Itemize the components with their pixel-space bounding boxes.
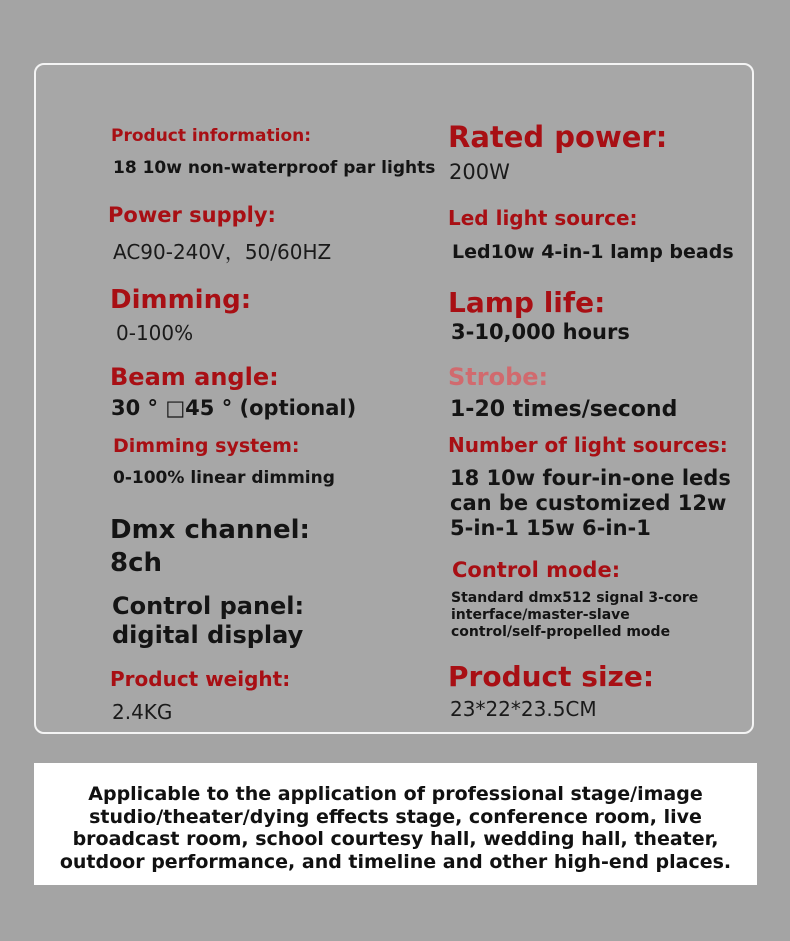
product-weight-label: Product weight: [110, 667, 291, 691]
product-size-value: 23*22*23.5CM [450, 697, 597, 721]
control-mode-line3: control/self-propelled mode [451, 624, 671, 640]
application-line-2: studio/theater/dying effects stage, conference room, live [89, 805, 702, 828]
application-line-4: outdoor performance, and timeline and other high-end places. [59, 850, 732, 873]
dmx-channel-value: 8ch [110, 548, 163, 578]
dmx-channel-label: Dmx channel: [110, 515, 310, 545]
application-text [34, 783, 757, 873]
control-panel-label: Control panel: [112, 592, 305, 620]
strobe-label: Strobe: [448, 363, 549, 391]
product-info-value: 18 10w non-waterproof par lights [113, 158, 436, 178]
dimming-label: Dimming: [110, 285, 252, 315]
application-line-1: Applicable to the application of professional stage/image [88, 783, 703, 805]
beam-angle-value: 30 ° □45 ° (optional) [111, 396, 357, 420]
power-supply-label: Power supply: [108, 203, 276, 227]
num-sources-line1: 18 10w four-in-one leds [450, 466, 731, 490]
num-sources-line3: 5-in-1 15w 6-in-1 [450, 516, 651, 540]
dimming-system-label: Dimming system: [113, 435, 300, 457]
strobe-value: 1-20 times/second [450, 397, 678, 422]
rated-power-label: Rated power: [448, 120, 668, 154]
light-source-label: Led light source: [448, 206, 638, 230]
num-sources-label: Number of light sources: [448, 433, 728, 457]
control-mode-line2: interface/master-slave [451, 607, 630, 623]
rated-power-value: 200W [449, 160, 510, 184]
product-weight-value: 2.4KG [112, 700, 173, 724]
control-panel-value: digital display [112, 621, 304, 649]
beam-angle-label: Beam angle: [110, 363, 279, 391]
control-mode-label: Control mode: [452, 558, 621, 582]
lamp-life-label: Lamp life: [448, 286, 606, 319]
application-note [34, 763, 757, 885]
application-line-3: broadcast room, school courtesy hall, wedding hall, theater, [72, 828, 719, 850]
dimming-system-value: 0-100% linear dimming [113, 468, 335, 488]
control-mode-line1: Standard dmx512 signal 3-core [451, 590, 699, 606]
light-source-value: Led10w 4-in-1 lamp beads [452, 241, 734, 263]
lamp-life-value: 3-10,000 hours [451, 320, 630, 344]
product-info-label: Product information: [111, 126, 312, 146]
dimming-value: 0-100% [116, 321, 194, 345]
num-sources-line2: can be customized 12w [450, 491, 727, 515]
power-supply-value: AC90-240V，50/60HZ [113, 240, 332, 264]
product-size-label: Product size: [448, 660, 655, 693]
